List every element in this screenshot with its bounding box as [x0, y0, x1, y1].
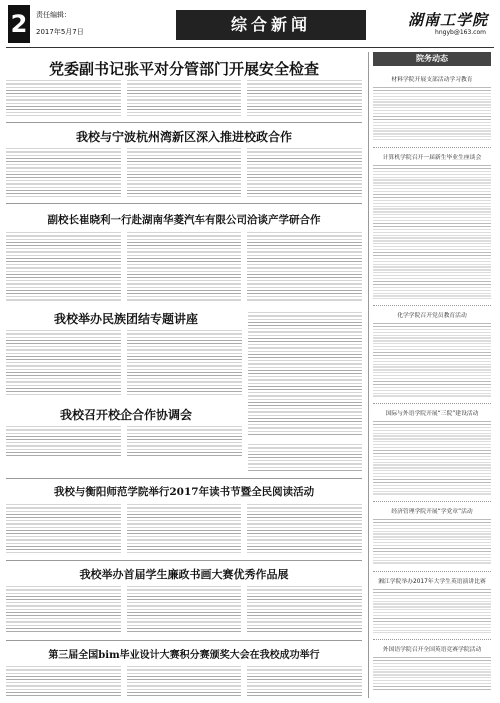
brief-7	[373, 644, 491, 694]
story-3	[6, 212, 362, 227]
page-number: 2	[8, 5, 30, 43]
brief-title: 材料学院开展支部活动学习教育	[391, 77, 473, 83]
story-headline: 我校举办民族团结专题讲座	[53, 312, 198, 326]
brief-5	[373, 506, 491, 568]
story-headline: 党委副书记张平对分管部门开展安全检查	[48, 60, 319, 78]
brief-4	[373, 408, 491, 498]
story-6	[6, 484, 362, 499]
brief-title: 湘江学院举办2017年大学生英语演讲比赛	[378, 579, 486, 585]
story-4-body	[6, 328, 242, 396]
sidebar-column	[368, 52, 495, 698]
brief-6	[373, 576, 491, 636]
sidebar-title: 院务动态	[373, 52, 491, 66]
brief-title: 经济管理学院开展“学党章”活动	[391, 509, 473, 515]
story-4	[6, 310, 246, 327]
story-headline: 副校长崔晓利一行赴湖南华菱汽车有限公司洽谈产学研合作	[47, 214, 321, 226]
story-5-side-column	[248, 442, 362, 472]
story-1-body	[6, 78, 362, 116]
story-8	[6, 646, 362, 661]
story-headline: 我校召开校企合作协调会	[59, 408, 192, 422]
story-5	[6, 406, 246, 423]
page-header	[6, 5, 494, 48]
brief-title: 计算机学院召开一届新生毕业生座谈会	[382, 155, 482, 161]
story-headline: 第三届全国bim毕业设计大赛积分赛颁奖大会在我校成功举行	[48, 650, 320, 661]
masthead-email: hngyb@163.com	[435, 29, 486, 36]
story-7	[6, 566, 362, 582]
issue-date: 2017年5月7日	[36, 28, 84, 36]
brief-title: 化学学院召开党员教育活动	[397, 313, 467, 319]
brief-title: 国际与外语学院开展“三院”建设活动	[385, 411, 479, 417]
story-5-body	[6, 424, 242, 458]
story-headline: 我校举办首届学生廉政书画大赛优秀作品展	[79, 568, 289, 581]
story-8-body	[6, 664, 362, 696]
brief-title: 外国语学院召开全国英语竞赛学院活动	[382, 647, 482, 653]
brief-2	[373, 152, 491, 302]
story-2	[6, 128, 362, 145]
brief-1	[373, 74, 491, 144]
story-headline: 我校与宁波杭州湾新区深入推进校政合作	[75, 130, 292, 144]
story-1	[6, 58, 362, 79]
editor-line: 责任编辑：	[36, 11, 71, 19]
masthead-logo: 湖南工学院	[407, 11, 488, 29]
brief-3	[373, 310, 491, 400]
main-news-area	[6, 52, 362, 698]
story-2-body	[6, 146, 362, 198]
story-3-continued	[248, 310, 362, 436]
story-6-body	[6, 502, 362, 554]
story-3-body	[6, 230, 362, 302]
section-title: 综合新闻	[176, 10, 366, 40]
story-headline: 我校与衡阳师范学院举行2017年读书节暨全民阅读活动	[53, 486, 315, 498]
story-7-body	[6, 584, 362, 634]
